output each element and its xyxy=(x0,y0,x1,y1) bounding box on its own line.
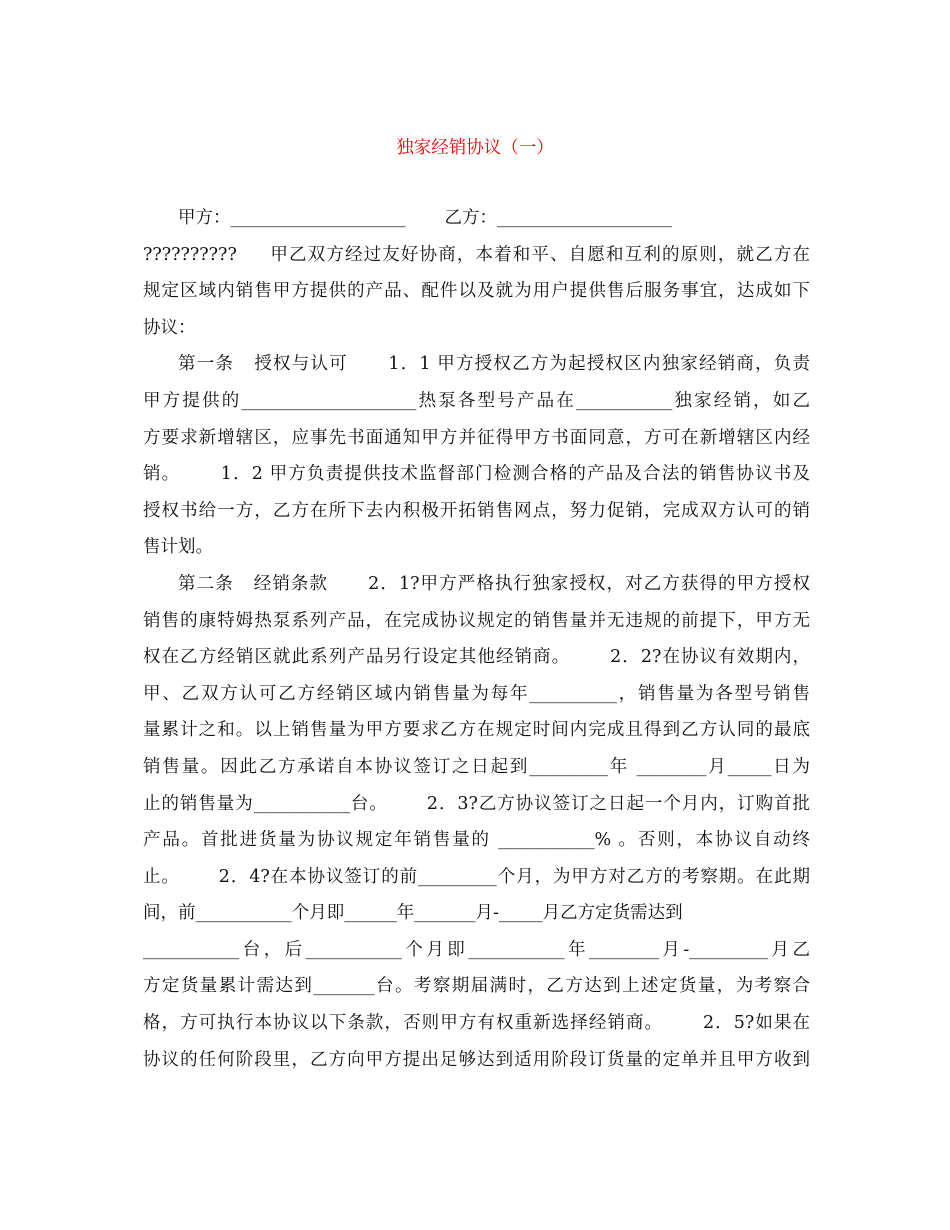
text-line: 协议的任何阶段里，乙方向甲方提出足够达到适用阶段订货量的定单并且甲方收到 xyxy=(143,1049,810,1070)
text-line: 销售的康特姆热泵系列产品，在完成协议规定的销售量并无违规的前提下，甲方无 xyxy=(143,610,810,631)
text-line: 销。 1．2 甲方负责提供技术监督部门检测合格的产品及合法的销售协议书及 xyxy=(143,464,810,485)
article-heading-line: 第一条 授权与认可 1．1 甲方授权乙方为起授权区内独家经销商，负责 xyxy=(178,354,810,375)
text-line: 止。 2．4?在本协议签订的前_________个月，为甲方对乙方的考察期。在此期 xyxy=(143,866,810,887)
text-line: 量累计之和。以上销售量为甲方要求乙方在规定时间内完成且得到乙方认同的最底 xyxy=(143,720,810,741)
text-line: ?????????? 甲乙双方经过友好协商，本着和平、自愿和互利的原则，就乙方在 xyxy=(143,244,810,265)
text-line: 协议： xyxy=(143,317,196,338)
text-line: 权在乙方经销区就此系列产品另行设定其他经销商。 2．2?在协议有效期内， xyxy=(143,647,810,668)
document-body xyxy=(143,200,810,1078)
text-line: 销售量。因此乙方承诺自本协议签订之日起到_________年 ________月_____日为 xyxy=(143,756,810,777)
text-line: 规定区域内销售甲方提供的产品、配件以及就为用户提供售后服务事宜，达成如下 xyxy=(143,281,810,302)
text-line: 间，前___________个月即______年_______月-_____月乙方定货需达到 xyxy=(143,903,683,924)
text-line: ___________台，后___________个月即___________年________月-_________月乙 xyxy=(143,939,810,960)
text-line: 售计划。 xyxy=(143,537,213,558)
text-line: 授权书给一方，乙方在所下去内积极开拓销售网点，努力促销，完成双方认可的销 xyxy=(143,500,810,521)
text-line: 甲方提供的____________________热泵各型号产品在___________独家经销，如乙 xyxy=(143,390,810,411)
text-line: 格，方可执行本协议以下条款，否则甲方有权重新选择经销商。 2．5?如果在 xyxy=(143,1013,810,1034)
text-line: 止的销售量为___________台。 2．3?乙方协议签订之日起一个月内，订购首批 xyxy=(143,793,810,814)
article-heading-line: 第二条 经销条款 2．1?甲方严格执行独家授权，对乙方获得的甲方授权 xyxy=(178,573,810,594)
text-line: 产品。首批进货量为协议规定年销售量的 ___________% 。否则，本协议自动终 xyxy=(143,830,810,851)
text-line: 方定货量累计需达到_______台。考察期届满时，乙方达到上述定货量，为考察合 xyxy=(143,976,810,997)
text-line: 方要求新增辖区，应事先书面通知甲方并征得甲方书面同意，方可在新增辖区内经 xyxy=(143,427,810,448)
document-title: 独家经销协议（一） xyxy=(396,138,554,158)
party-line: 甲方：____________________ 乙方：____________________ xyxy=(178,208,672,228)
text-line: 甲、乙双方认可乙方经销区域内销售量为每年__________，销售量为各型号销售 xyxy=(143,683,810,704)
